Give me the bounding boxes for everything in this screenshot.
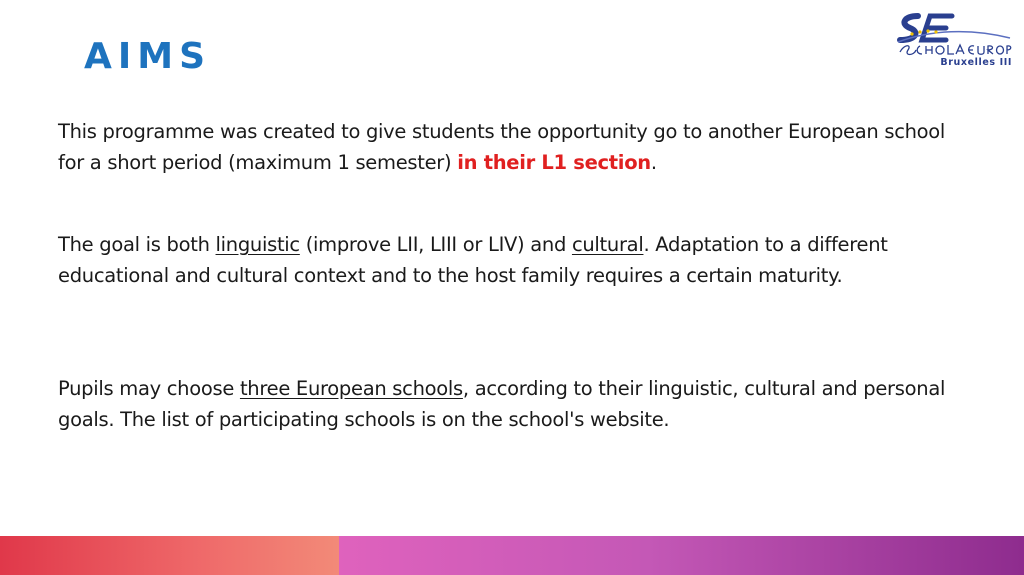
footer-band-left — [0, 536, 339, 575]
paragraph-exchange-description — [58, 116, 958, 178]
paragraph-text: . — [650, 151, 657, 174]
paragraph-text: . Adaptation to a different educational and cultural context and to the host family requires a certain maturity. — [58, 233, 888, 287]
paragraph-text: (improve LII, LIII or LIV) and — [299, 233, 572, 256]
paragraph-text: , according to their linguistic, cultural and personal goals. The list of participating schools is on the school's website. — [58, 377, 946, 431]
paragraph-text: The goal is both — [58, 233, 216, 256]
paragraph-text: Pupils may choose — [58, 377, 240, 400]
schola-europaea-logo — [890, 8, 1020, 72]
footer-band-right — [339, 536, 1024, 575]
underlined-cultural: cultural — [571, 233, 644, 256]
paragraph-goals — [58, 229, 958, 291]
paragraph-school-choice — [58, 373, 958, 435]
slide-title: AIMS — [84, 36, 212, 77]
paragraph-text: This programme was created to give students the opportunity go to another European school for a short period (maximum 1 semester) — [58, 120, 946, 174]
logo-caption: Bruxelles III — [940, 57, 1012, 68]
underlined-three-european-schools: three European schools — [239, 377, 463, 400]
highlight-l1-section: in their L1 section — [457, 151, 651, 174]
underlined-linguistic: linguistic — [215, 233, 300, 256]
